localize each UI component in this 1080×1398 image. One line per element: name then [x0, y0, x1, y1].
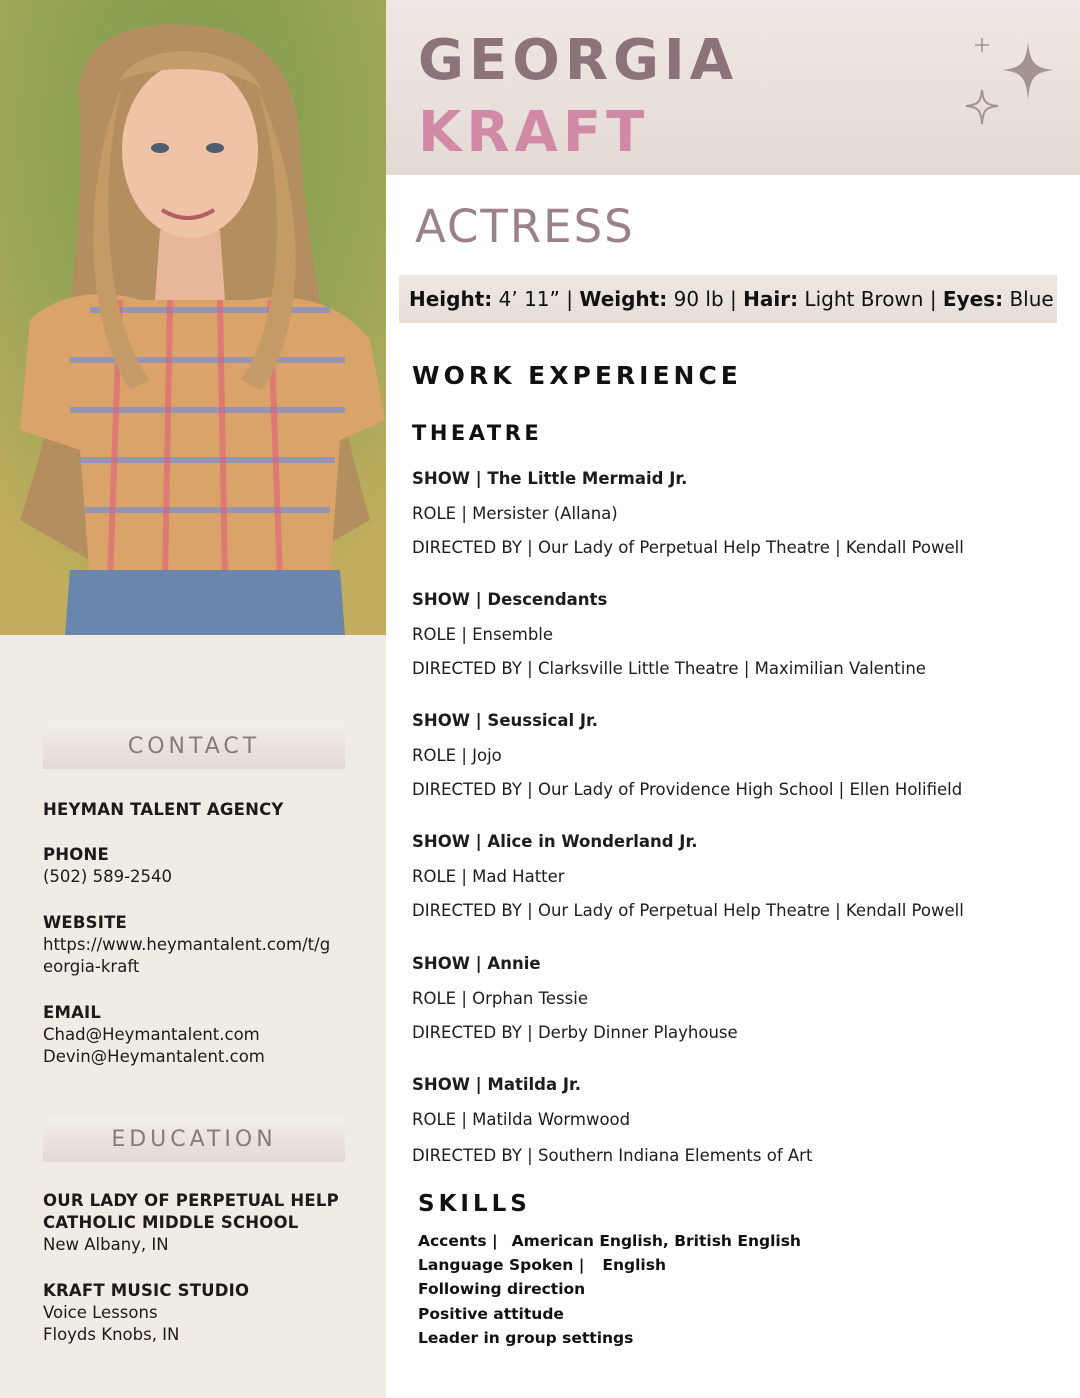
show-entry	[412, 469, 1052, 573]
school-1-name-line1: OUR LADY OF PERPETUAL HELP	[43, 1191, 339, 1210]
email-link-1[interactable]: Chad@Heymantalent.com	[43, 1025, 260, 1044]
headshot-illustration	[0, 0, 386, 635]
show-entry	[412, 590, 1052, 694]
skill-accents	[418, 1229, 801, 1253]
show-entry	[412, 832, 1052, 936]
email-block	[43, 1002, 363, 1068]
skill-item: Following direction	[418, 1280, 586, 1299]
show-role: ROLE | Jojo	[412, 745, 502, 765]
education-school-1	[43, 1190, 363, 1256]
education-heading: EDUCATION	[43, 1116, 345, 1162]
sparkle-icon	[958, 34, 1062, 138]
show-entry	[412, 1075, 1052, 1181]
show-role: ROLE | Matilda Wormwood	[412, 1109, 631, 1129]
show-title: SHOW | Alice in Wonderland Jr.	[412, 832, 698, 851]
phone-label: PHONE	[43, 845, 110, 864]
website-block	[43, 912, 363, 978]
show-director: DIRECTED BY | Clarksville Little Theatre | Maximilian Valentine	[412, 659, 926, 678]
show-title: SHOW | The Little Mermaid Jr.	[412, 469, 688, 488]
accents-value: American English, British English	[511, 1232, 801, 1250]
show-director: DIRECTED BY | Our Lady of Perpetual Help Theatre | Kendall Powell	[412, 538, 964, 557]
phone-value[interactable]: (502) 589-2540	[43, 867, 173, 886]
show-title: SHOW | Seussical Jr.	[412, 711, 599, 730]
school-1-location: New Albany, IN	[43, 1235, 169, 1254]
email-link-2[interactable]: Devin@Heymantalent.com	[43, 1047, 265, 1066]
show-director: DIRECTED BY | Our Lady of Providence High School | Ellen Holifield	[412, 780, 963, 799]
accents-label: Accents |	[418, 1232, 498, 1250]
show-role: ROLE | Orphan Tessie	[412, 988, 588, 1008]
website-link-line1[interactable]: https://www.heymantalent.com/t/g	[43, 935, 331, 954]
skill-language	[418, 1253, 801, 1277]
show-role: ROLE | Mad Hatter	[412, 866, 565, 886]
language-label: Language Spoken |	[418, 1256, 585, 1275]
skills-list	[418, 1229, 801, 1350]
school-2-detail: Voice Lessons	[43, 1303, 158, 1322]
school-2-name: KRAFT MUSIC STUDIO	[43, 1281, 250, 1300]
phone-block	[43, 844, 363, 888]
website-label: WEBSITE	[43, 913, 127, 932]
show-role: ROLE | Mersister (Allana)	[412, 503, 618, 523]
height-label: Height:	[409, 287, 493, 311]
eyes-label: Eyes:	[942, 287, 1004, 311]
skill-item: Positive attitude	[418, 1304, 564, 1323]
hair-label: Hair:	[743, 287, 799, 311]
show-director: DIRECTED BY | Southern Indiana Elements of Art	[412, 1146, 813, 1165]
agency-label: HEYMAN TALENT AGENCY	[43, 800, 284, 819]
skill-item: Leader in group settings	[418, 1328, 634, 1347]
first-name: GEORGIA	[418, 28, 739, 93]
work-experience-heading: WORK EXPERIENCE	[412, 361, 742, 390]
theatre-heading: THEATRE	[412, 421, 543, 445]
show-role: ROLE | Ensemble	[412, 624, 554, 644]
sidebar	[0, 0, 386, 1398]
show-entry	[412, 954, 1052, 1058]
headshot-photo	[0, 0, 386, 635]
show-title: SHOW | Annie	[412, 954, 541, 973]
weight-label: Weight:	[579, 287, 668, 311]
agency-name	[43, 799, 363, 821]
height-value: 4’ 11” |	[492, 287, 580, 311]
email-label: EMAIL	[43, 1003, 102, 1022]
eyes-value: Blue	[1003, 287, 1054, 311]
job-title: ACTRESS	[415, 200, 635, 253]
school-1-name-line2: CATHOLIC MIDDLE SCHOOL	[43, 1213, 299, 1232]
hair-value: Light Brown |	[798, 287, 943, 311]
weight-value: 90 lb |	[667, 287, 744, 311]
show-entry	[412, 711, 1052, 815]
last-name: KRAFT	[418, 100, 650, 165]
website-link-line2[interactable]: eorgia-kraft	[43, 957, 140, 976]
education-school-2	[43, 1280, 363, 1346]
language-value: English	[602, 1256, 666, 1275]
physical-stats	[399, 275, 1057, 323]
show-title: SHOW | Matilda Jr.	[412, 1075, 582, 1094]
show-director: DIRECTED BY | Derby Dinner Playhouse	[412, 1023, 738, 1042]
show-director: DIRECTED BY | Our Lady of Perpetual Help Theatre | Kendall Powell	[412, 901, 964, 920]
show-title: SHOW | Descendants	[412, 590, 608, 609]
contact-heading: CONTACT	[43, 723, 345, 769]
school-2-location: Floyds Knobs, IN	[43, 1325, 180, 1344]
skills-heading: SKILLS	[418, 1191, 531, 1217]
